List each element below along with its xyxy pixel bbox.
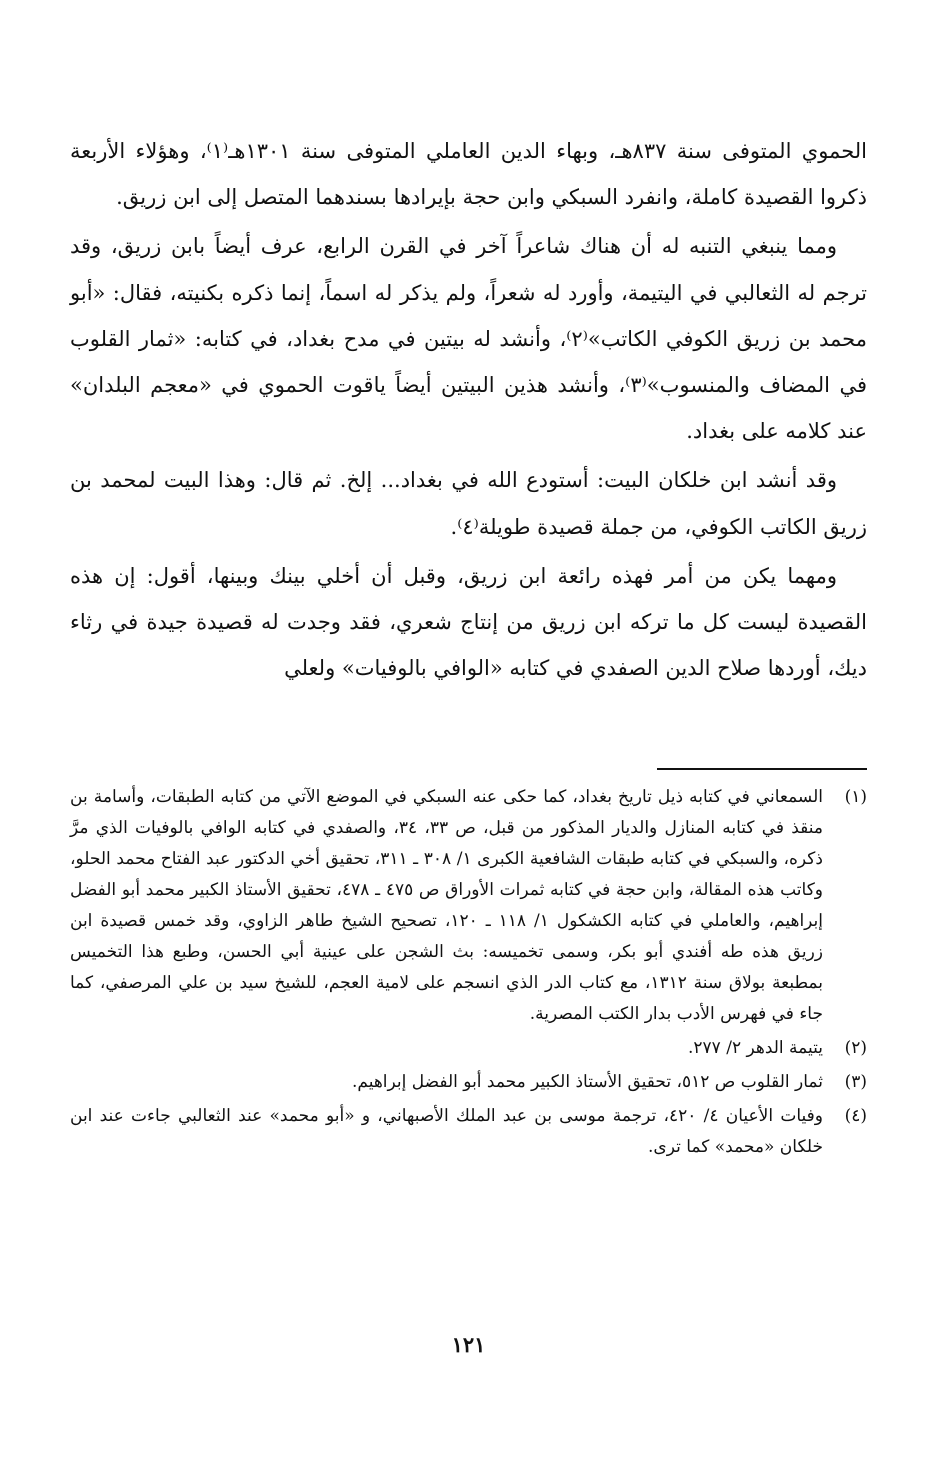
- footnote-number: (١): [844, 787, 867, 807]
- footnote-4: [70, 1101, 867, 1163]
- paragraph-3: وقد أنشد ابن خلكان البيت: أستودع الله في بغداد... إلخ. ثم قال: وهذا البيت لمحمد بن زريق الكاتب الكوفي، من جملة قصيدة طويلة⁽٤⁾.: [70, 468, 867, 539]
- footnote-number: (٤): [844, 1106, 867, 1126]
- main-text: [70, 128, 867, 691]
- footnote-text: السمعاني في كتابه ذيل تاريخ بغداد، كما حكى عنه السبكي في الموضع الآتي من كتابه الطبقات، وأسامة بن منقذ في كتابه المنازل والديار المذكور من قبل، ص ٣٣، ٣٤، والصفدي في كتابه الوافي بالوفيات الذي مرَّ ذكره، والسبكي في كتابه طبقات الشافعية الكبرى ١/ ٣٠٨ ـ ٣١١، تحقيق أخي الدكتور عبد الفتاح محمد الحلو، وكاتب هذه المقالة، وابن حجة في كتابه ثمرات الأوراق ص ٤٧٥ ـ ٤٧٨، تحقيق الأستاذ الكبير محمد أبو الفضل إبراهيم، والعاملي في كتابه الكشكول ١/ ١١٨ ـ ١٢٠، تصحيح الشيخ طاهر الزاوي، وقد خمس قصيدة ابن زريق هذه طه أفندي أبو بكر، وسمى تخميسه: بث الشجن على عينية أبي الحسن، وطبع هذا التخميس بمطبعة بولاق سنة ١٣١٢، مع كتاب الدر الذي انسجم على لامية العجم، للشيخ سيد بن علي المرصفي، كما جاء في فهرس الأدب بدار الكتب المصرية.: [70, 787, 824, 1024]
- book-page: [70, 0, 867, 1457]
- paragraph-2: ومما ينبغي التنبه له أن هناك شاعراً آخر في القرن الرابع، عرف أيضاً بابن زريق، وقد ترجم له الثعالبي في اليتيمة، وأورد له شعراً، ولم يذكر له اسماً، إنما ذكره بكنيته، فقال: «أبو محمد بن زريق الكوفي الكاتب»⁽٢⁾، وأنشد له بيتين في مدح بغداد، في كتابه: «ثمار القلوب في المضاف والمنسوب»⁽٣⁾، وأنشد هذين البيتين أيضاً ياقوت الحموي في «معجم البلدان» عند كلامه على بغداد.: [70, 234, 867, 444]
- footnote-text: ثمار القلوب ص ٥١٢، تحقيق الأستاذ الكبير محمد أبو الفضل إبراهيم.: [351, 1072, 823, 1092]
- paragraph-1: الحموي المتوفى سنة ٨٣٧هـ، وبهاء الدين العاملي المتوفى سنة ١٣٠١هـ⁽١⁾، وهؤلاء الأربعة ذكروا القصيدة كاملة، وانفرد السبكي وابن حجة بإيرادها بسندهما المتصل إلى ابن زريق.: [70, 139, 867, 210]
- footnote-separator: [657, 768, 867, 770]
- footnote-number: (٣): [844, 1072, 867, 1092]
- paragraph-4: ومهما يكن من أمر فهذه رائعة ابن زريق، وقبل أن أخلي بينك وبينها، أقول: إن هذه القصيدة ليست كل ما تركه ابن زريق من إنتاج شعري، فقد وجدت له قصيدة جيدة في رثاء ديك، أوردها صلاح الدين الصفدي في كتابه «الوافي بالوفيات» ولعلي: [70, 563, 867, 681]
- footnote-1: [70, 782, 867, 1030]
- footnote-3: [70, 1067, 867, 1098]
- footnote-text: يتيمة الدهر ٢/ ٢٧٧.: [687, 1038, 823, 1058]
- footnote-number: (٢): [844, 1038, 867, 1058]
- footnote-2: [70, 1033, 867, 1064]
- page-number: ١٢١: [451, 1332, 486, 1357]
- footnotes: [70, 782, 867, 1163]
- footnote-text: وفيات الأعيان ٤/ ٤٢٠، ترجمة موسى بن عبد الملك الأصبهاني، و «أبو محمد» عند الثعالبي جاءت عند ابن خلكان «محمد» كما ترى.: [70, 1106, 823, 1157]
